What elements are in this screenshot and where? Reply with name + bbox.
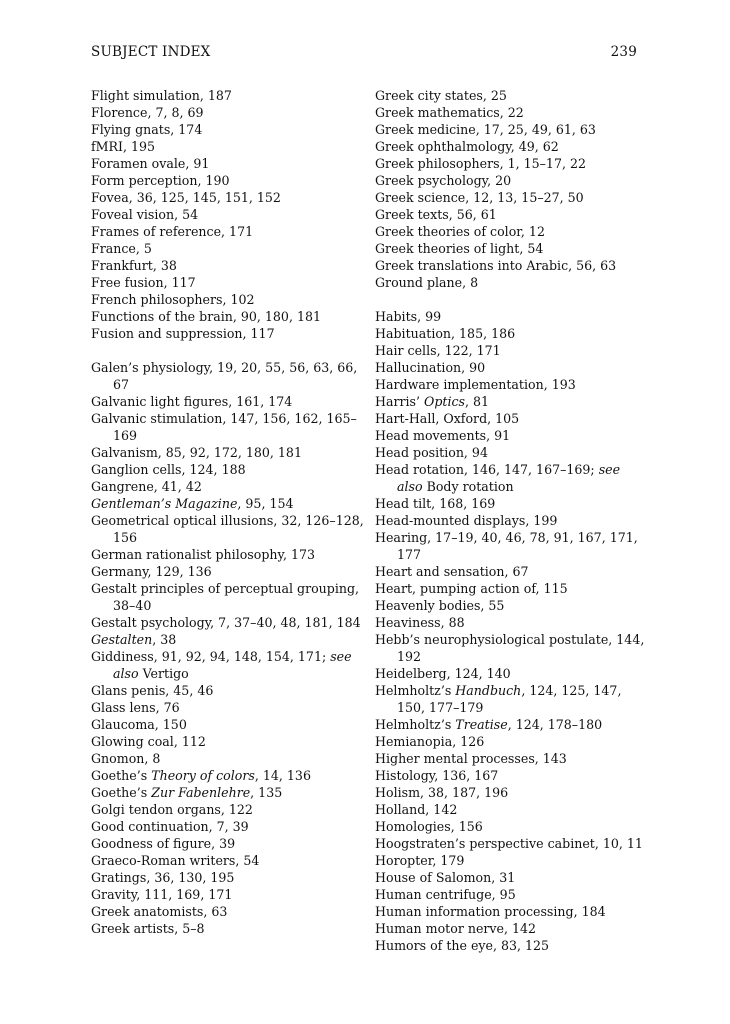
index-entry: Histology, 136, 167: [375, 768, 499, 783]
index-entry: Goodness of figure, 39: [91, 836, 236, 851]
index-entry: Habituation, 185, 186: [375, 326, 516, 341]
index-entry: Holism, 38, 187, 196: [375, 785, 509, 800]
entry-pages: Vertigo: [138, 666, 189, 681]
index-column-left: [91, 87, 366, 937]
index-entry: Ground plane, 8: [375, 275, 479, 290]
entry-italic: see also: [397, 462, 621, 494]
entry-text: Goethe’s: [91, 768, 152, 783]
index-entry: Greek theories of light, 54: [375, 241, 544, 256]
index-entry: Flight simulation, 187: [91, 88, 232, 103]
index-entry: Greek philosophers, 1, 15–17, 22: [375, 156, 586, 171]
entry-text: Head rotation, 146, 147, 167–169;: [375, 462, 599, 477]
index-entry: Holland, 142: [375, 802, 458, 817]
entry-text: Goethe’s: [91, 785, 152, 800]
index-entry: Homologies, 156: [375, 819, 483, 834]
index-entry: [91, 767, 366, 784]
index-entry: Form perception, 190: [91, 173, 230, 188]
index-entry: Greek psychology, 20: [375, 173, 512, 188]
index-entry: Greek anatomists, 63: [91, 904, 228, 919]
index-entry: Glass lens, 76: [91, 700, 180, 715]
index-entry: Higher mental processes, 143: [375, 751, 567, 766]
index-entry: [91, 648, 366, 682]
index-entry: [375, 461, 645, 495]
index-entry: Graeco-Roman writers, 54: [91, 853, 260, 868]
index-entry: House of Salomon, 31: [375, 870, 516, 885]
index-entry: Functions of the brain, 90, 180, 181: [91, 309, 321, 324]
index-entry: Greek science, 12, 13, 15–27, 50: [375, 190, 584, 205]
index-entry: Frames of reference, 171: [91, 224, 254, 239]
index-entry: Good continuation, 7, 39: [91, 819, 249, 834]
index-entry: Head position, 94: [375, 445, 488, 460]
index-entry: Heaviness, 88: [375, 615, 465, 630]
page-number: 239: [610, 44, 637, 60]
index-entry: Galvanism, 85, 92, 172, 180, 181: [91, 445, 302, 460]
entry-pages: Body rotation: [422, 479, 514, 494]
index-entry: German rationalist philosophy, 173: [91, 547, 316, 562]
index-entry: Hoogstraten’s perspective cabinet, 10, 11: [375, 836, 643, 851]
index-entry: Foveal vision, 54: [91, 207, 199, 222]
index-entry: Head-mounted displays, 199: [375, 513, 558, 528]
index-entry: Hair cells, 122, 171: [375, 343, 501, 358]
index-entry: fMRI, 195: [91, 139, 156, 154]
entry-italic: Gestalten: [91, 632, 153, 647]
index-entry: Greek theories of color, 12: [375, 224, 545, 239]
index-entry: Hardware implementation, 193: [375, 377, 576, 392]
entry-italic: Handbuch: [455, 683, 522, 698]
index-entry: Glowing coal, 112: [91, 734, 206, 749]
entry-text: Giddiness, 91, 92, 94, 148, 154, 171;: [91, 649, 331, 664]
index-entry: [91, 631, 366, 648]
index-entry: Heart and sensation, 67: [375, 564, 529, 579]
index-entry: [91, 495, 366, 512]
index-entry: Hebb’s neurophysiological postulate, 144, 192: [375, 632, 645, 664]
entry-italic: Zur Fabenlehre: [151, 785, 251, 800]
entry-pages: , 135: [250, 785, 283, 800]
index-entry: Foramen ovale, 91: [91, 156, 210, 171]
index-entry: Hallucination, 90: [375, 360, 486, 375]
index-entry: Greek city states, 25: [375, 88, 507, 103]
index-entry: Greek texts, 56, 61: [375, 207, 497, 222]
index-entry: Greek artists, 5–8: [91, 921, 205, 936]
index-entry: Humors of the eye, 83, 125: [375, 938, 550, 953]
index-entry: Ganglion cells, 124, 188: [91, 462, 246, 477]
letter-group-gap: [91, 342, 366, 359]
index-entry: Golgi tendon organs, 122: [91, 802, 253, 817]
index-entry: Geometrical optical illusions, 32, 126–128, 156: [91, 513, 364, 545]
running-head: [91, 44, 637, 60]
index-entry: Galen’s physiology, 19, 20, 55, 56, 63, 66, 67: [91, 360, 358, 392]
index-entry: Gnomon, 8: [91, 751, 161, 766]
entry-text: Helmholtz’s: [375, 717, 456, 732]
index-entry: Heidelberg, 124, 140: [375, 666, 511, 681]
index-entry: Florence, 7, 8, 69: [91, 105, 204, 120]
index-entry: Hemianopia, 126: [375, 734, 485, 749]
index-entry: Habits, 99: [375, 309, 442, 324]
index-entry: Human centrifuge, 95: [375, 887, 516, 902]
index-entry: Greek ophthalmology, 49, 62: [375, 139, 559, 154]
index-entry: Glans penis, 45, 46: [91, 683, 214, 698]
entry-pages: , 14, 136: [254, 768, 311, 783]
entry-italic: see also: [113, 649, 352, 681]
index-entry: Hearing, 17–19, 40, 46, 78, 91, 167, 171, 177: [375, 530, 638, 562]
entry-italic: Treatise: [455, 717, 508, 732]
entry-pages: , 124, 125, 147, 150, 177–179: [397, 683, 622, 715]
index-entry: Gestalt psychology, 7, 37–40, 48, 181, 184: [91, 615, 361, 630]
entry-pages: , 38: [152, 632, 177, 647]
index-entry: Greek mathematics, 22: [375, 105, 524, 120]
index-entry: Greek medicine, 17, 25, 49, 61, 63: [375, 122, 596, 137]
entry-pages: , 124, 178–180: [507, 717, 603, 732]
index-entry: [91, 784, 366, 801]
index-column-right: [375, 87, 645, 954]
letter-group-gap: [375, 291, 645, 308]
entry-italic: Gentleman’s Magazine: [91, 496, 238, 511]
index-entry: Horopter, 179: [375, 853, 465, 868]
index-entry: French philosophers, 102: [91, 292, 255, 307]
entry-text: Helmholtz’s: [375, 683, 456, 698]
index-entry: Heavenly bodies, 55: [375, 598, 505, 613]
index-entry: Galvanic stimulation, 147, 156, 162, 165–169: [91, 411, 357, 443]
index-entry: [375, 682, 645, 716]
index-entry: Germany, 129, 136: [91, 564, 212, 579]
index-entry: Gravity, 111, 169, 171: [91, 887, 233, 902]
index-entry: Head movements, 91: [375, 428, 511, 443]
index-entry: [375, 393, 645, 410]
index-entry: Greek translations into Arabic, 56, 63: [375, 258, 617, 273]
entry-italic: Theory of colors: [151, 768, 255, 783]
entry-pages: , 81: [465, 394, 490, 409]
index-entry: Gratings, 36, 130, 195: [91, 870, 235, 885]
index-entry: Hart-Hall, Oxford, 105: [375, 411, 520, 426]
section-title: SUBJECT INDEX: [91, 44, 211, 60]
entry-italic: Optics: [424, 394, 466, 409]
index-entry: Frankfurt, 38: [91, 258, 177, 273]
index-entry: Glaucoma, 150: [91, 717, 187, 732]
entry-text: Harris’: [375, 394, 425, 409]
index-entry: France, 5: [91, 241, 152, 256]
index-entry: Heart, pumping action of, 115: [375, 581, 568, 596]
index-entry: Flying gnats, 174: [91, 122, 203, 137]
index-entry: Fusion and suppression, 117: [91, 326, 275, 341]
index-entry: [375, 716, 645, 733]
index-entry: Fovea, 36, 125, 145, 151, 152: [91, 190, 281, 205]
index-entry: Gangrene, 41, 42: [91, 479, 202, 494]
entry-pages: , 95, 154: [237, 496, 294, 511]
index-entry: Head tilt, 168, 169: [375, 496, 496, 511]
index-entry: Free fusion, 117: [91, 275, 196, 290]
index-entry: Human motor nerve, 142: [375, 921, 537, 936]
index-entry: Human information processing, 184: [375, 904, 606, 919]
index-entry: Galvanic light figures, 161, 174: [91, 394, 293, 409]
index-entry: Gestalt principles of perceptual grouping, 38–40: [91, 581, 360, 613]
